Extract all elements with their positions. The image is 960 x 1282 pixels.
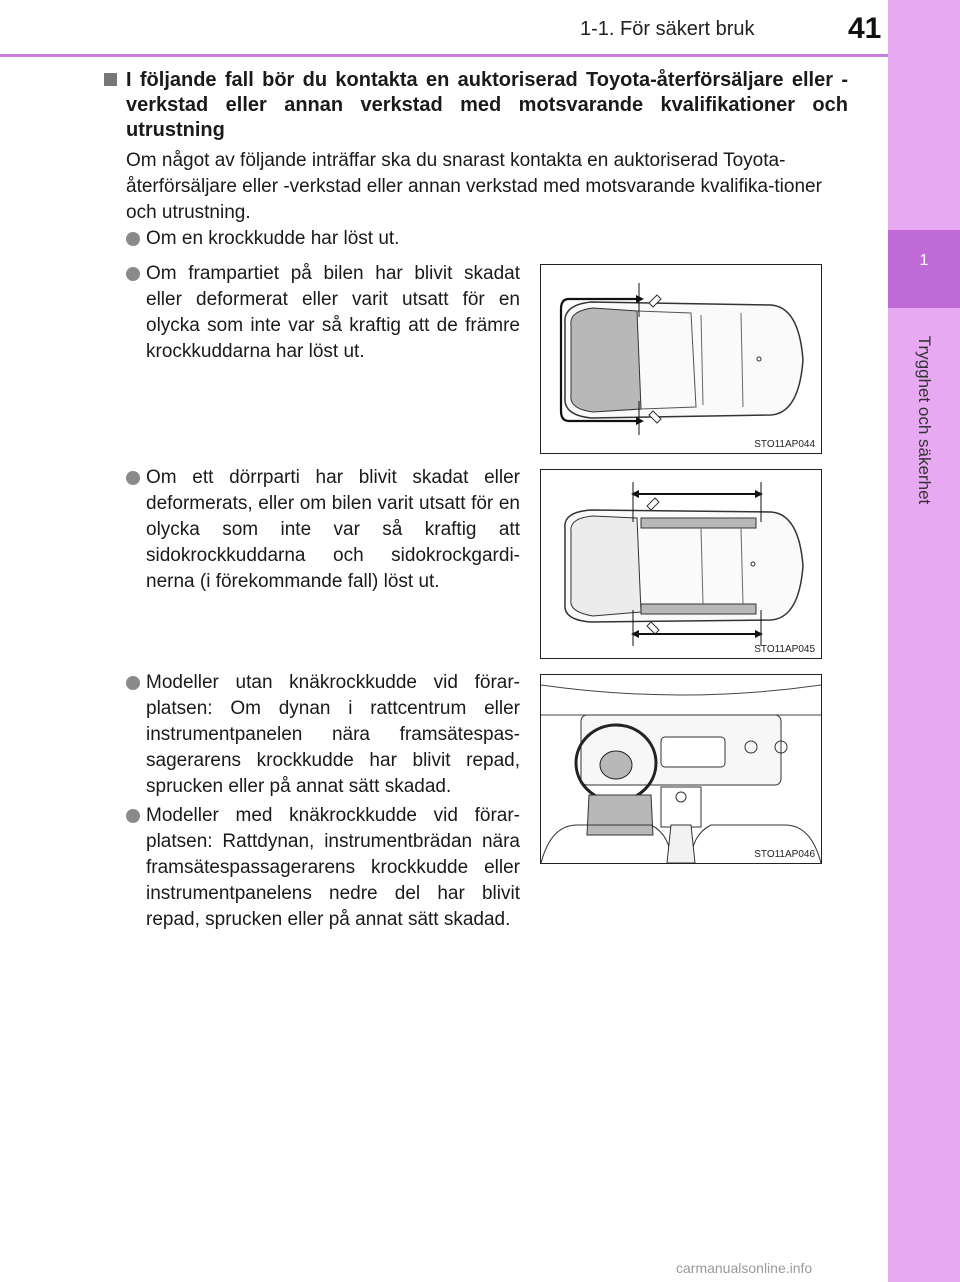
bullet-icon — [126, 267, 140, 281]
figure-front-damage — [540, 264, 822, 454]
figure-code: STO11AP046 — [754, 849, 815, 860]
section-heading: I följande fall bör du kontakta en auktoriserad Toyota-återförsäljare eller -verkstad eller annan verkstad med motsvarande kvalifikationer och utrustning — [104, 68, 848, 143]
watermark: carmanualsonline.info — [676, 1260, 813, 1276]
dashboard-illustration — [541, 675, 821, 863]
figure-code: STO11AP044 — [754, 439, 815, 450]
header-divider — [0, 54, 888, 57]
square-bullet-icon — [104, 73, 117, 86]
page-number: 41 — [848, 12, 882, 45]
chapter-label: Trygghet och säkerhet — [915, 335, 934, 505]
bullet-icon — [126, 676, 140, 690]
bullet-icon — [126, 471, 140, 485]
side-bar — [888, 0, 960, 1282]
chapter-number: 1 — [919, 252, 929, 269]
list-item: Om ett dörrparti har blivit skadat eller deformerats, eller om bilen varit utsatt för en olycka som inte var så kraftig att sidokrockkuddarna och sidokrockgardi-nerna (i förekommande fall) löst ut. — [126, 465, 520, 595]
figure-side-damage — [540, 469, 822, 659]
list-item: Modeller utan knäkrockkudde vid förar-platsen: Om dynan i rattcentrum eller instrumentpanelen nära framsätespas-sagerarens krockkudde har blivit repad, sprucken eller på annat sätt skadad. — [126, 670, 520, 800]
intro-paragraph: Om något av följande inträffar ska du snarast kontakta en auktoriserad Toyota-återförsäljare eller -verkstad eller annan verkstad med motsvarande kvalifika-tioner och utrustning. — [126, 150, 822, 223]
figure-dashboard — [540, 674, 822, 864]
car-top-view-side-illustration — [541, 470, 821, 658]
list-item: Om en krockkudde har löst ut. — [126, 226, 546, 252]
bullet-icon — [126, 232, 140, 246]
list-item: Om frampartiet på bilen har blivit skadat eller deformerat eller varit utsatt för en olycka som inte var så kraftig att de främre krockkuddarna har löst ut. — [126, 261, 520, 365]
page-header — [0, 0, 888, 56]
bullet-icon — [126, 809, 140, 823]
section-title: 1-1. För säkert bruk — [580, 18, 755, 40]
list-item: Modeller med knäkrockkudde vid förar-platsen: Rattdynan, instrumentbrädan nära framsätespassagerarens krockkudde eller instrumentpanelens nedre del har blivit repad, sprucken eller på annat sätt skadad. — [126, 803, 520, 933]
figure-code: STO11AP045 — [754, 644, 815, 655]
car-top-view-front-illustration — [541, 265, 821, 453]
